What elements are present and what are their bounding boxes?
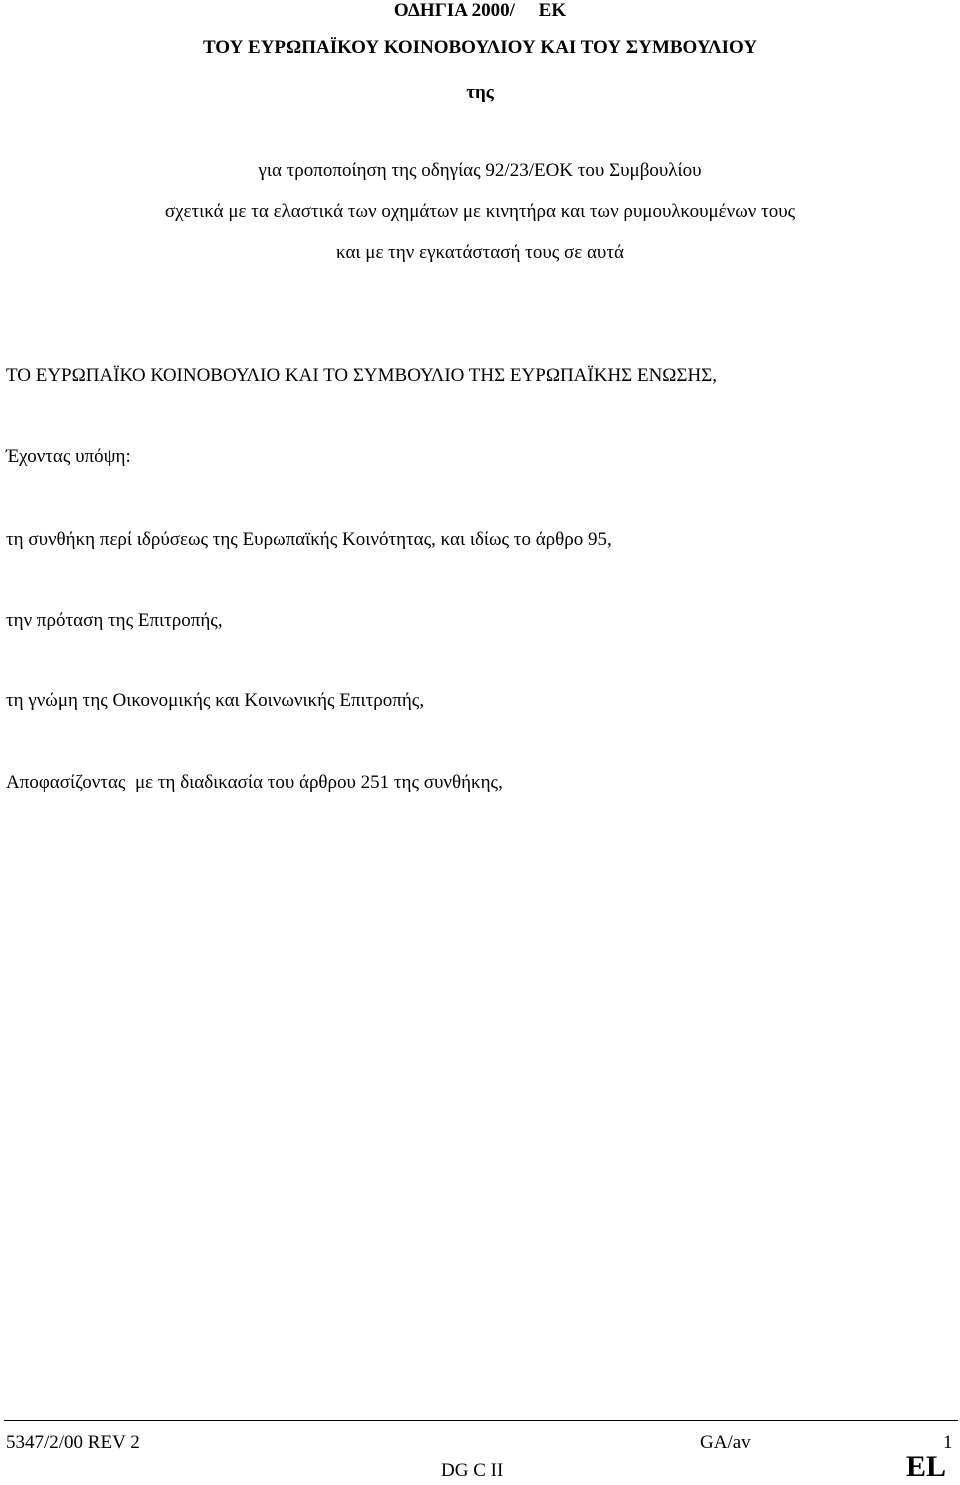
institutions-paragraph: ΤΟ ΕΥΡΩΠΑΪΚΟ ΚΟΙΝΟΒΟΥΛΙΟ ΚΑΙ ΤΟ ΣΥΜΒΟΥΛΙΟ ΤΗΣ ΕΥΡΩΠΑΪΚΗΣ ΕΝΩΣΗΣ,: [6, 365, 718, 386]
directive-title: ΟΔΗΓΙΑ 2000/ ΕΚ: [393, 0, 567, 21]
footer-divider: [4, 1420, 958, 1421]
footer-initials: GA/av: [700, 1432, 751, 1453]
footer-page-number: 1: [943, 1432, 953, 1453]
procedure-recital: Αποφασίζοντας με τη διαδικασία του άρθρου 251 της συνθήκης,: [6, 772, 503, 793]
footer-doc-reference: 5347/2/00 REV 2: [6, 1432, 140, 1453]
subject-line-3: και με την εγκατάστασή τους σε αυτά: [336, 242, 624, 263]
having-regard-heading: Έχοντας υπόψη:: [6, 446, 131, 467]
footer-department: DG C II: [441, 1460, 504, 1481]
directive-date-line: της: [466, 82, 494, 103]
treaty-recital: τη συνθήκη περί ιδρύσεως της Ευρωπαϊκής Κοινότητας, και ιδίως το άρθρο 95,: [6, 529, 612, 550]
directive-issuers: ΤΟΥ ΕΥΡΩΠΑΪΚΟΥ ΚΟΙΝΟΒΟΥΛΙΟΥ ΚΑΙ ΤΟΥ ΣΥΜΒΟΥΛΙΟΥ: [202, 37, 758, 58]
proposal-recital: την πρόταση της Επιτροπής,: [6, 610, 223, 631]
subject-line-2: σχετικά με τα ελαστικά των οχημάτων με κινητήρα και των ρυμουλκουμένων τους: [164, 201, 796, 222]
subject-line-1: για τροποποίηση της οδηγίας 92/23/ΕΟΚ του Συμβουλίου: [258, 160, 702, 181]
footer-language-code: EL: [906, 1450, 947, 1483]
opinion-recital: τη γνώμη της Οικονομικής και Κοινωνικής Επιτροπής,: [6, 690, 425, 711]
